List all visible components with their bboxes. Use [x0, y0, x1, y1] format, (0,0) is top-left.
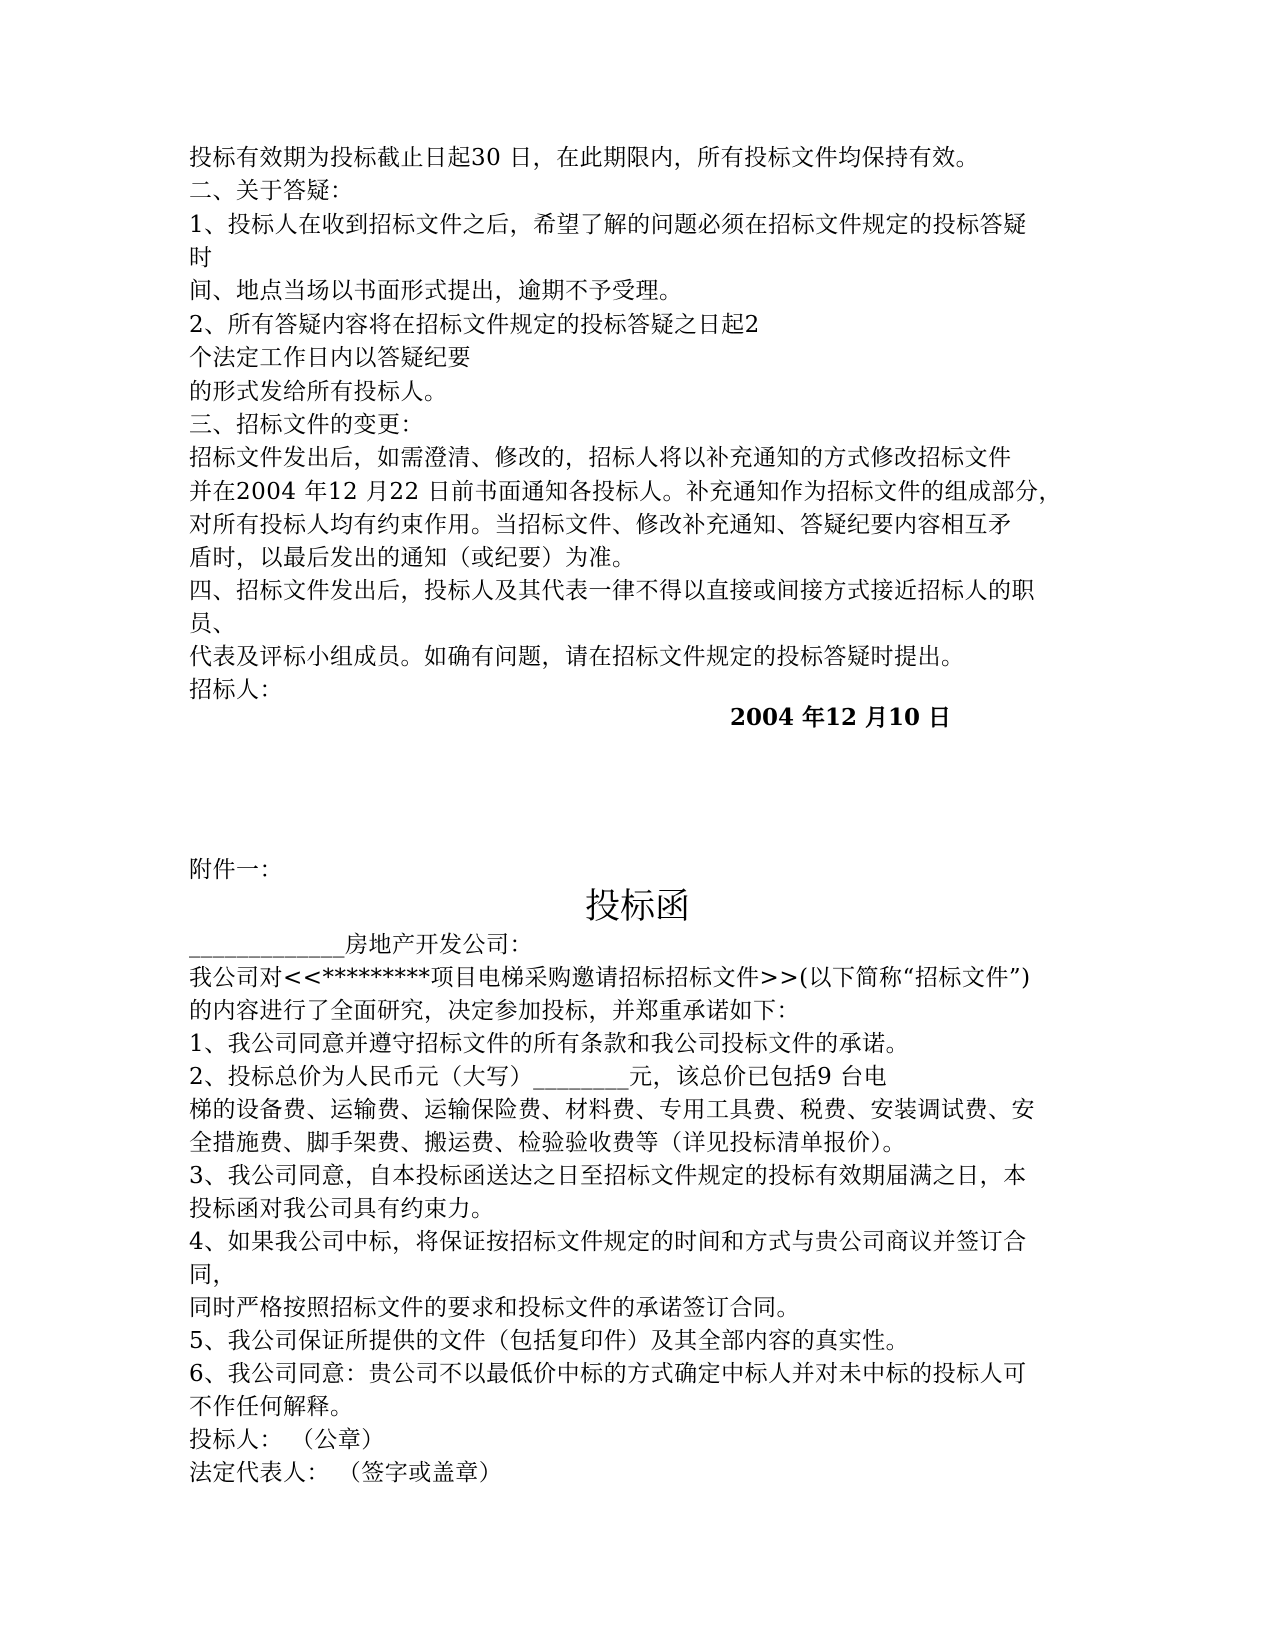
paragraph-line: 1、投标人在收到招标文件之后，希望了解的问题必须在招标文件规定的投标答疑	[189, 212, 1027, 238]
paragraph-line: 不作任何解释。	[189, 1394, 354, 1420]
paragraph-line: 个法定工作日内以答疑纪要	[189, 345, 471, 371]
paragraph-line: 代表及评标小组成员。如确有问题，请在招标文件规定的投标答疑时提出。	[189, 644, 965, 670]
signatory-label: 招标人：	[189, 677, 283, 703]
paragraph-line: 2、投标总价为人民币元（大写）________元，该总价已包括9 台电	[189, 1064, 888, 1090]
section-heading: 二、关于答疑：	[189, 178, 354, 204]
paragraph-line: 盾时，以最后发出的通知（或纪要）为准。	[189, 545, 636, 571]
bidder-seal-line: 投标人： （公章）	[189, 1427, 385, 1453]
paragraph-line: 同时严格按照招标文件的要求和投标文件的承诺签订合同。	[189, 1295, 800, 1321]
paragraph-line: 时	[189, 245, 213, 271]
paragraph-line: 招标文件发出后，如需澄清、修改的，招标人将以补充通知的方式修改招标文件	[189, 445, 1012, 471]
paragraph-line: 2、所有答疑内容将在招标文件规定的投标答疑之日起2	[189, 312, 760, 338]
paragraph-line: 员、	[189, 611, 236, 637]
paragraph-line: 全措施费、脚手架费、搬运费、检验验收费等（详见投标清单报价）。	[189, 1130, 906, 1156]
paragraph-line: 6、我公司同意：贵公司不以最低价中标的方式确定中标人并对未中标的投标人可	[189, 1361, 1027, 1387]
paragraph-line: 的形式发给所有投标人。	[189, 379, 448, 405]
paragraph-line: 并在2004 年12 月22 日前书面通知各投标人。补充通知作为招标文件的组成部分，	[189, 479, 1062, 505]
paragraph-line: 间、地点当场以书面形式提出，逾期不予受理。	[189, 278, 683, 304]
paragraph-line: 1、我公司同意并遵守招标文件的所有条款和我公司投标文件的承诺。	[189, 1031, 910, 1057]
recipient-line: _____________房地产开发公司：	[189, 932, 533, 958]
paragraph-line: 对所有投标人均有约束作用。当招标文件、修改补充通知、答疑纪要内容相互矛	[189, 512, 1012, 538]
paragraph-line: 5、我公司保证所提供的文件（包括复印件）及其全部内容的真实性。	[189, 1328, 910, 1354]
paragraph-line: 同，	[189, 1262, 236, 1288]
paragraph-line: 投标函对我公司具有约束力。	[189, 1196, 495, 1222]
attachment-label: 附件一：	[189, 857, 283, 883]
paragraph-line: 的内容进行了全面研究，决定参加投标，并郑重承诺如下：	[189, 998, 800, 1024]
paragraph-line: 3、我公司同意，自本投标函送达之日至招标文件规定的投标有效期届满之日，本	[189, 1163, 1027, 1189]
paragraph-line: 梯的设备费、运输费、运输保险费、材料费、专用工具费、税费、安装调试费、安	[189, 1097, 1035, 1123]
paragraph-line: 4、如果我公司中标，将保证按招标文件规定的时间和方式与贵公司商议并签订合	[189, 1229, 1027, 1255]
paragraph-line: 我公司对<<*********项目电梯采购邀请招标招标文件>>(以下简称“招标文件”)	[189, 965, 1031, 991]
document-date: 2004 年12 月10 日	[730, 704, 952, 731]
section-heading: 四、招标文件发出后，投标人及其代表一律不得以直接或间接方式接近招标人的职	[189, 578, 1035, 604]
section-heading: 三、招标文件的变更：	[189, 412, 424, 438]
attachment-title: 投标函	[584, 887, 690, 927]
legal-representative-line: 法定代表人： （签字或盖章）	[189, 1460, 503, 1486]
paragraph-line: 投标有效期为投标截止日起30 日，在此期限内，所有投标文件均保持有效。	[189, 145, 980, 171]
